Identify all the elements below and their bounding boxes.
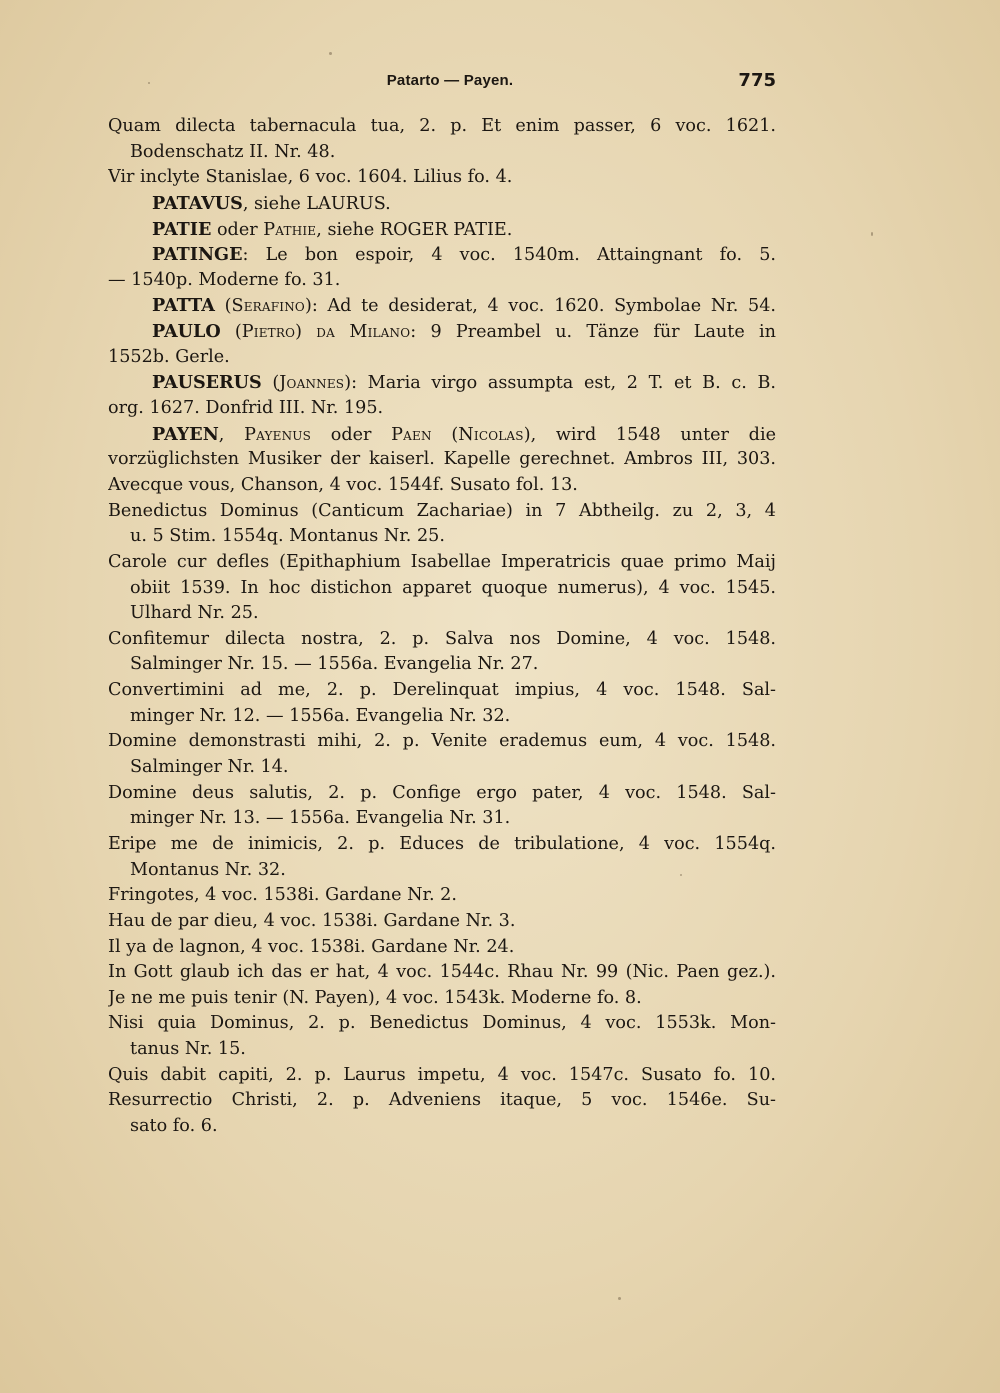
text-segment: In Gott glaub ich das er hat, 4 voc. 1544c. Rhau Nr. 99 (Nic. Paen gez.).: [108, 962, 776, 983]
text-segment: Je ne me puis tenir (N. Payen), 4 voc. 1543k. Moderne fo. 8.: [108, 987, 642, 1008]
text-segment: vorzüglichsten Musiker der kaiserl. Kapelle gerechnet. Ambros III, 303.: [108, 449, 776, 470]
text-segment: ): [295, 322, 317, 343]
text-segment: sato fo. 6.: [130, 1115, 218, 1136]
entry-heading: PAYEN: [152, 423, 219, 445]
page-body-text: [108, 114, 776, 1140]
text-segment: Domine demonstrasti mihi, 2. p. Venite erademus eum, 4 voc. 1548.: [108, 731, 776, 752]
text-line: [108, 858, 776, 884]
text-segment: : 9 Preambel u. Tänze für Laute in: [410, 322, 776, 343]
text-segment: (: [220, 322, 242, 343]
small-caps-name: Nicolas: [458, 424, 524, 445]
text-line: [108, 242, 776, 268]
running-header: Patarto — Payen.: [386, 72, 514, 89]
text-segment: oder: [311, 424, 392, 445]
text-segment: , siehe LAURUS.: [242, 193, 391, 214]
small-caps-name: Joannes: [279, 373, 345, 394]
text-line: [108, 217, 776, 243]
entry-heading: PATAVUS: [152, 192, 243, 214]
text-line: [108, 832, 776, 858]
small-caps-name: da Milano: [316, 322, 411, 343]
text-line: [108, 806, 776, 832]
text-line: [108, 935, 776, 961]
text-line: [108, 704, 776, 730]
entry-heading: PATIE: [152, 218, 212, 240]
small-caps-name: Payenus: [244, 424, 312, 445]
small-caps-name: Pietro: [241, 322, 296, 343]
text-segment: Resurrectio Christi, 2. p. Adveniens itaque, 5 voc. 1546e. Su-: [108, 1090, 776, 1111]
page-number: 775: [738, 70, 776, 91]
entry-heading: PAULO: [152, 321, 221, 343]
text-line: [108, 473, 776, 499]
text-line: [108, 1088, 776, 1114]
text-segment: Hau de par dieu, 4 voc. 1538i. Gardane Nr. 3.: [108, 910, 516, 931]
small-caps-name: Pathie: [263, 219, 317, 240]
text-line: [108, 140, 776, 166]
text-line: [108, 601, 776, 627]
text-line: [108, 447, 776, 473]
text-segment: — 1540p. Moderne fo. 31.: [108, 269, 341, 290]
paper-speck: [871, 232, 873, 236]
text-segment: ): Maria virgo assumpta est, 2 T. et B. c. B.: [344, 373, 776, 394]
text-segment: Carole cur defles (Epithaphium Isabellae Imperatricis quae primo Maij: [108, 551, 776, 572]
text-line: [108, 191, 776, 217]
text-line: [108, 678, 776, 704]
text-segment: : Le bon espoir, 4 voc. 1540m. Attaingnant fo. 5.: [242, 245, 776, 266]
text-line: [108, 370, 776, 396]
text-segment: Salminger Nr. 15. — 1556a. Evangelia Nr. 27.: [130, 654, 539, 675]
text-line: [108, 345, 776, 371]
text-line: [108, 550, 776, 576]
text-line: [108, 960, 776, 986]
text-line: [108, 729, 776, 755]
text-segment: (: [261, 373, 280, 394]
text-segment: Confitemur dilecta nostra, 2. p. Salva nos Domine, 4 voc. 1548.: [108, 628, 776, 649]
text-segment: Quis dabit capiti, 2. p. Laurus impetu, 4 voc. 1547c. Susato fo. 10.: [108, 1064, 776, 1085]
paper-speck: [148, 82, 150, 84]
text-line: [108, 524, 776, 550]
text-line: [108, 627, 776, 653]
text-line: [108, 293, 776, 319]
text-line: [108, 909, 776, 935]
text-segment: 1552b. Gerle.: [108, 346, 230, 367]
text-segment: Il ya de lagnon, 4 voc. 1538i. Gardane Nr. 24.: [108, 936, 515, 957]
text-segment: ): Ad te desiderat, 4 voc. 1620. Symbolae Nr. 54.: [304, 296, 776, 317]
text-line: [108, 781, 776, 807]
text-line: [108, 1037, 776, 1063]
text-segment: minger Nr. 12. — 1556a. Evangelia Nr. 32.: [130, 705, 511, 726]
text-line: [108, 576, 776, 602]
text-segment: , siehe ROGER PATIE.: [316, 219, 513, 240]
text-line: [108, 499, 776, 525]
text-segment: Benedictus Dominus (Canticum Zachariae) in 7 Abtheilg. zu 2, 3, 4: [108, 500, 776, 521]
text-line: [108, 652, 776, 678]
paper-speck: [618, 1297, 621, 1300]
text-line: [108, 114, 776, 140]
entry-heading: PAUSERUS: [152, 372, 262, 394]
text-segment: obiit 1539. In hoc distichon apparet quoque numerus), 4 voc. 1545.: [130, 577, 776, 598]
text-segment: Vir inclyte Stanislae, 6 voc. 1604. Lilius fo. 4.: [108, 167, 513, 188]
text-segment: Nisi quia Dominus, 2. p. Benedictus Dominus, 4 voc. 1553k. Mon-: [108, 1013, 776, 1034]
text-line: [108, 986, 776, 1012]
text-line: [108, 1114, 776, 1140]
text-segment: Montanus Nr. 32.: [130, 859, 286, 880]
text-line: [108, 396, 776, 422]
text-segment: ), wird 1548 unter die: [523, 424, 776, 445]
text-segment: Eripe me de inimicis, 2. p. Educes de tribulatione, 4 voc. 1554q.: [108, 833, 776, 854]
text-segment: (: [431, 424, 459, 445]
text-segment: Domine deus salutis, 2. p. Confige ergo pater, 4 voc. 1548. Sal-: [108, 782, 776, 803]
text-segment: oder: [211, 219, 264, 240]
text-line: [108, 268, 776, 294]
text-line: [108, 422, 776, 448]
entry-heading: PATTA: [152, 295, 215, 317]
text-segment: Fringotes, 4 voc. 1538i. Gardane Nr. 2.: [108, 885, 457, 906]
paper-speck: [680, 874, 682, 876]
small-caps-name: Paen: [391, 424, 432, 445]
text-segment: Avecque vous, Chanson, 4 voc. 1544f. Susato fol. 13.: [108, 474, 578, 495]
small-caps-name: Serafino: [231, 296, 305, 317]
text-segment: org. 1627. Donfrid III. Nr. 195.: [108, 398, 384, 419]
entry-heading: PATINGE: [152, 244, 243, 266]
text-line: [108, 1011, 776, 1037]
paper-speck: [329, 52, 332, 55]
text-segment: minger Nr. 13. — 1556a. Evangelia Nr. 31.: [130, 808, 511, 829]
text-segment: tanus Nr. 15.: [130, 1039, 246, 1060]
text-segment: Bodenschatz II. Nr. 48.: [130, 141, 336, 162]
text-segment: (: [214, 296, 232, 317]
text-segment: Convertimini ad me, 2. p. Derelinquat impius, 4 voc. 1548. Sal-: [108, 680, 776, 701]
text-segment: Ulhard Nr. 25.: [130, 603, 259, 624]
text-line: [108, 165, 776, 191]
text-segment: Salminger Nr. 14.: [130, 757, 289, 778]
text-segment: u. 5 Stim. 1554q. Montanus Nr. 25.: [130, 526, 445, 547]
text-line: [108, 1063, 776, 1089]
text-segment: ,: [218, 424, 245, 445]
text-line: [108, 755, 776, 781]
text-line: [108, 319, 776, 345]
text-segment: Quam dilecta tabernacula tua, 2. p. Et enim passer, 6 voc. 1621.: [108, 116, 776, 136]
text-line: [108, 883, 776, 909]
